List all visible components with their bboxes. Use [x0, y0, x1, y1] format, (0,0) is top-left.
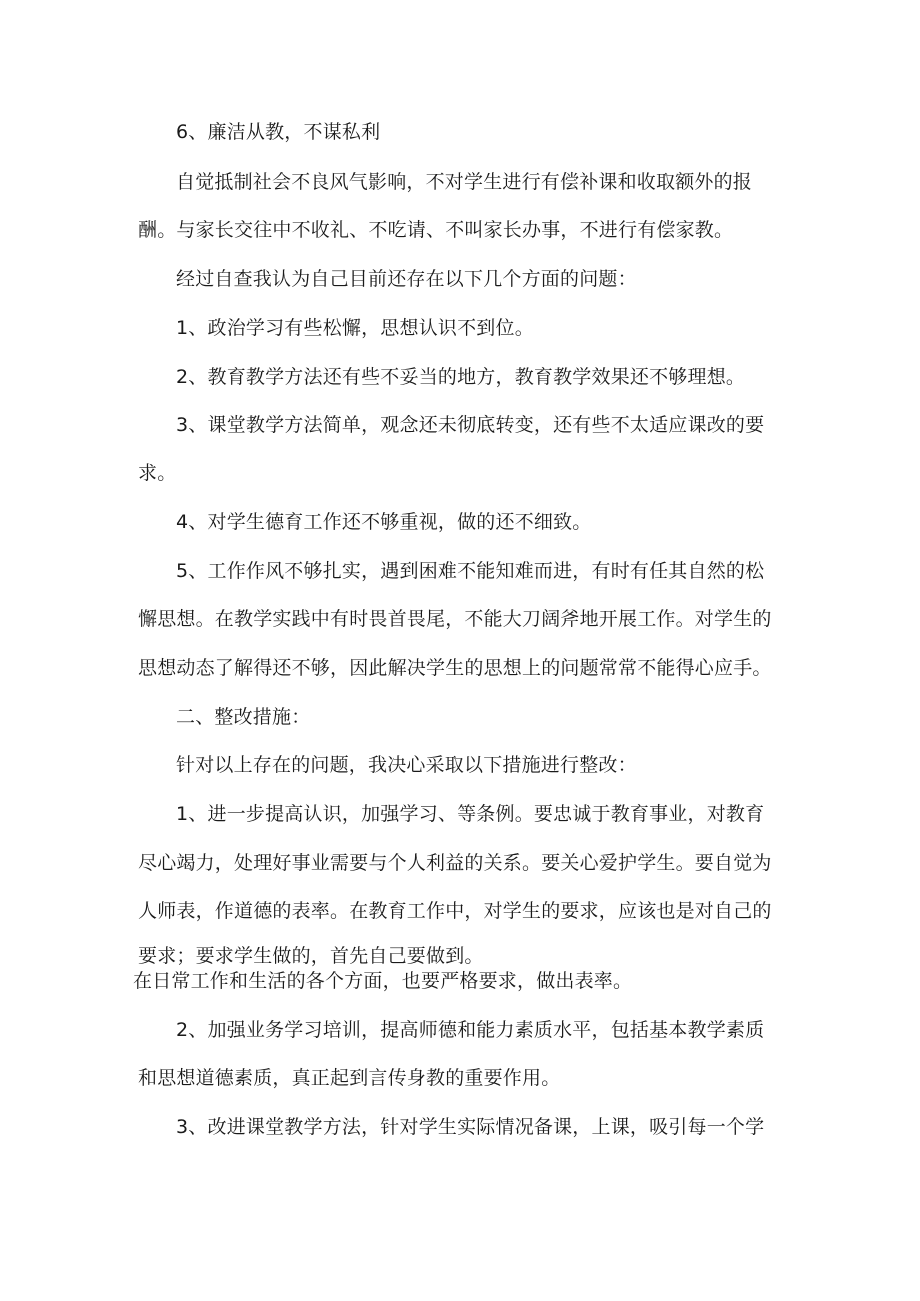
- paragraph-line: 要求；要求学生做的，首先自己要做到。: [138, 945, 484, 967]
- paragraph-line: 6、廉洁从教，不谋私利: [176, 121, 381, 143]
- paragraph-line: 1、进一步提高认识，加强学习、等条例。要忠诚于教育事业，对教育: [176, 803, 765, 825]
- paragraph-line: 经过自查我认为自己目前还存在以下几个方面的问题：: [176, 268, 637, 290]
- paragraph-line: 1、政治学习有些松懈，思想认识不到位。: [176, 317, 534, 339]
- section-heading: 二、整改措施：: [176, 706, 311, 728]
- paragraph-line: 懈思想。在教学实践中有时畏首畏尾，不能大刀阔斧地开展工作。对学生的: [138, 608, 772, 630]
- paragraph-line: 4、对学生德育工作还不够重视，做的还不细致。: [176, 511, 592, 533]
- paragraph-line: 2、教育教学方法还有些不妥当的地方，教育教学效果还不够理想。: [176, 366, 746, 388]
- paragraph-line: 5、工作作风不够扎实，遇到困难不能知难而进，有时有任其自然的松: [176, 560, 765, 582]
- paragraph-line: 思想动态了解得还不够，因此解决学生的思想上的问题常常不能得心应手。: [138, 657, 772, 679]
- paragraph-line: 3、改进课堂教学方法，针对学生实际情况备课，上课，吸引每一个学: [176, 1116, 765, 1138]
- paragraph-line: 人师表，作道德的表率。在教育工作中，对学生的要求，应该也是对自己的: [138, 900, 772, 922]
- paragraph-line: 尽心竭力，处理好事业需要与个人利益的关系。要关心爱护学生。要自觉为: [138, 852, 772, 874]
- paragraph-line: 自觉抵制社会不良风气影响，不对学生进行有偿补课和收取额外的报: [176, 171, 753, 193]
- paragraph-line: 3、课堂教学方法简单，观念还未彻底转变，还有些不太适应课改的要: [176, 414, 765, 436]
- paragraph-line: 和思想道德素质，真正起到言传身教的重要作用。: [138, 1067, 561, 1089]
- paragraph-line: 求。: [138, 462, 177, 484]
- paragraph-line: 在日常工作和生活的各个方面，也要严格要求，做出表率。: [133, 970, 633, 992]
- paragraph-line: 针对以上存在的问题，我决心采取以下措施进行整改：: [176, 754, 637, 776]
- paragraph-line: 2、加强业务学习培训，提高师德和能力素质水平，包括基本教学素质: [176, 1019, 765, 1041]
- paragraph-line: 酬。与家长交往中不收礼、不吃请、不叫家长办事，不进行有偿家教。: [138, 219, 734, 241]
